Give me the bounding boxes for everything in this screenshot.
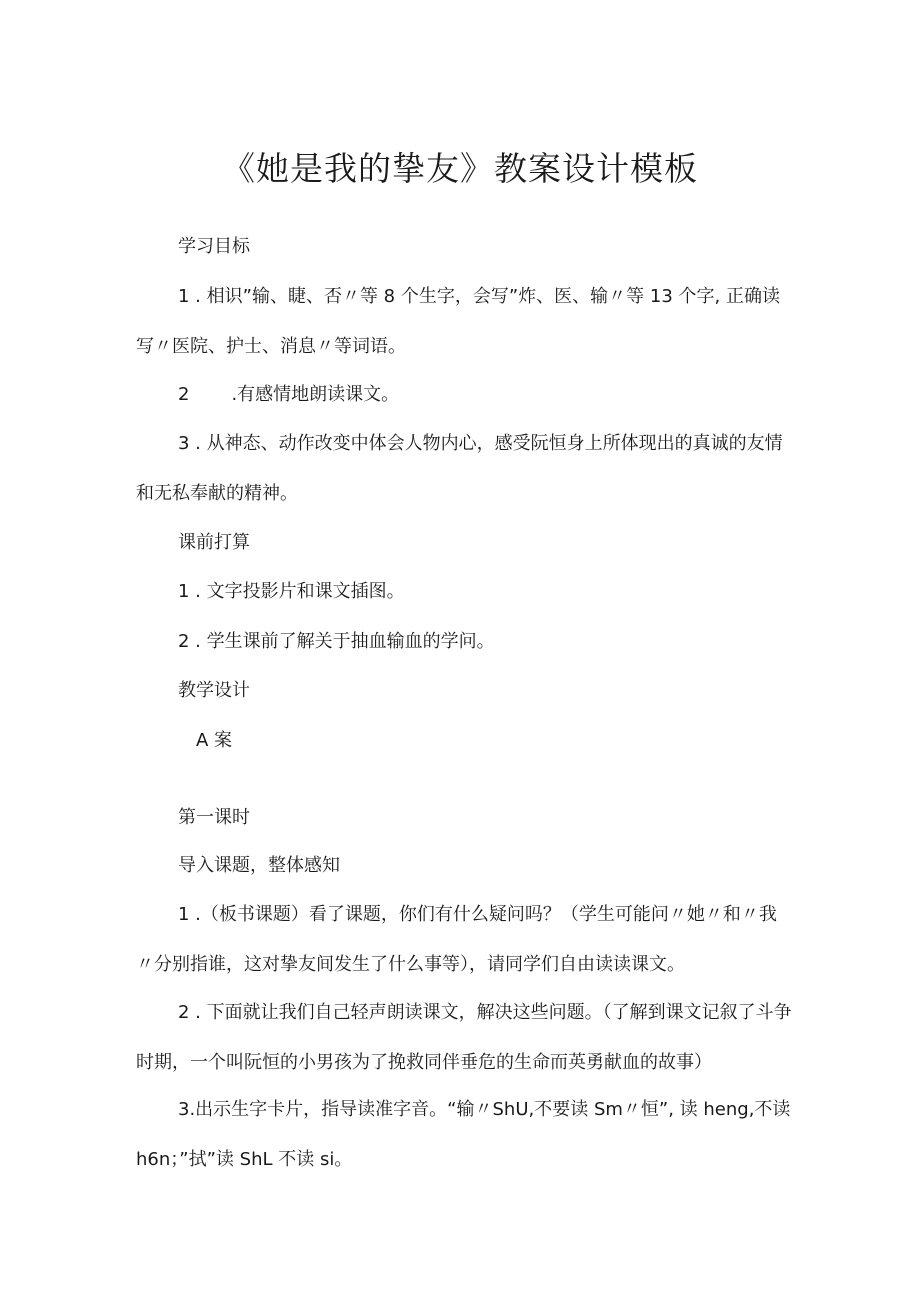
document-title: 《她是我的挚友》教案设计模板 (222, 149, 698, 188)
prep-item-2: 2 . 学生课前了解关于抽血输血的学问。 (178, 631, 495, 652)
section-heading-goals: 学习目标 (178, 236, 250, 257)
section-heading-prep: 课前打算 (178, 532, 250, 553)
lesson-heading: 第一课时 (178, 807, 250, 828)
goal-item-2 (178, 370, 778, 420)
step-item-3: 3.出示生字卡片，指导读准字音。“输〃ShU,不要读 Sm〃恒”, 读 heng,不读 h6n；”拭”读 ShL 不读 si。 (136, 1099, 791, 1170)
goal-item-2-text: .有感情地朗读课文。 (231, 384, 400, 405)
step-item-2: 2 . 下面就让我们自己轻声朗读课文，解决这些问题。（了解到课文记叙了斗争时期，一个叫阮恒的小男孩为了挽救同伴垂危的生命而英勇献血的故事） (136, 1002, 792, 1073)
case-label: A 案 (196, 730, 233, 751)
step-item-1: 1 .（板书课题）看了课题，你们有什么疑问吗？（学生可能问〃她〃和〃我〃分别指谁，这对挚友间发生了什么事等），请同学们自由读读课文。 (136, 904, 777, 975)
goal-item-1: 1 . 相识”输、睫、否〃等 8 个生字，会写”炸、医、输〃等 13 个字, 正确读写〃医院、护士、消息〃等词语。 (136, 286, 780, 357)
section-heading-design: 教学设计 (178, 680, 250, 701)
intro-heading: 导入课题，整体感知 (178, 855, 340, 876)
goal-item-2-number: 2 (178, 384, 190, 405)
goal-item-3: 3 . 从神态、动作改变中体会人物内心，感受阮恒身上所体现出的真诚的友情和无私奉献的精神。 (136, 433, 783, 504)
prep-item-1: 1 . 文字投影片和课文插图。 (178, 581, 405, 602)
